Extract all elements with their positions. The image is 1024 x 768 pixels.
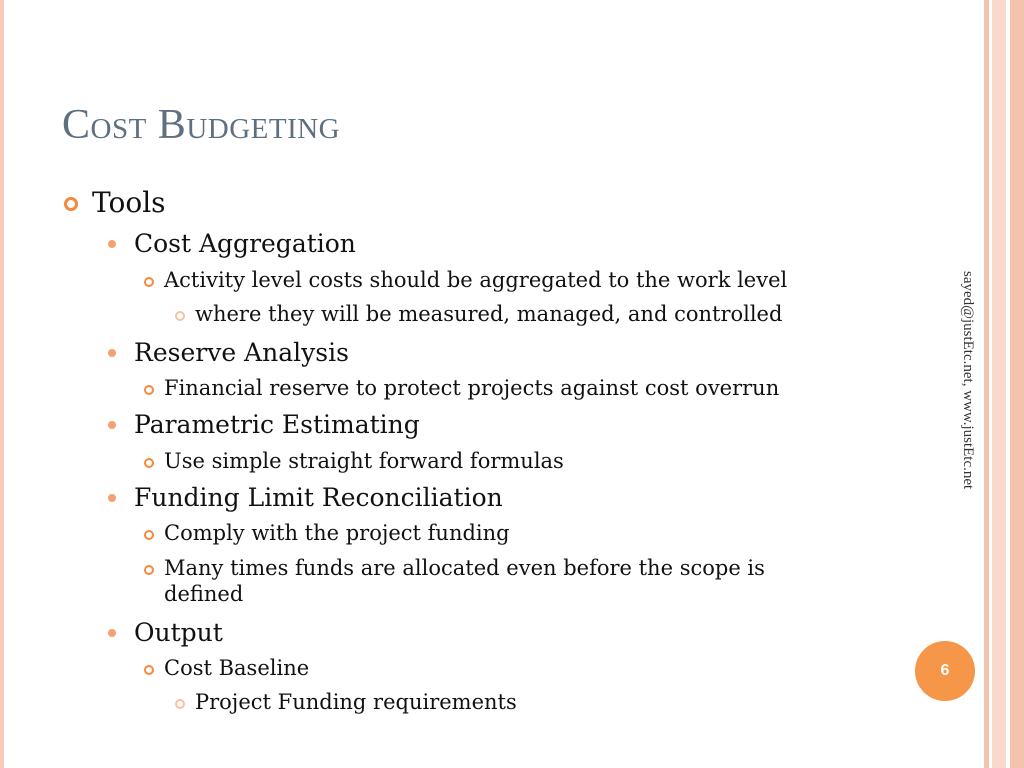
ring-bullet-icon [64, 197, 78, 211]
bullet-text: Project Funding requirements [195, 690, 517, 714]
bullet-text: Parametric Estimating [134, 410, 420, 439]
ring-bullet-icon [144, 530, 154, 540]
dot-bullet-icon [108, 240, 116, 248]
bullet-text: Funding Limit Reconciliation [134, 483, 503, 512]
bullet-text: Cost Baseline [164, 656, 310, 680]
bullet-many-times [144, 556, 765, 580]
ring-bullet-icon [144, 277, 154, 287]
page-number-badge: 6 [915, 641, 975, 701]
dot-bullet-icon [108, 494, 116, 502]
bullet-reserve-analysis [106, 338, 349, 367]
ring-bullet-icon [175, 699, 185, 709]
bullet-cost-baseline [144, 656, 309, 680]
bullet-financial-reserve [144, 376, 779, 400]
bullet-text: Many times funds are allocated even before the scope is [164, 556, 765, 580]
bullet-parametric [106, 410, 420, 439]
ring-bullet-icon [144, 565, 154, 575]
ring-bullet-icon [175, 311, 185, 321]
bullet-text: Use simple straight forward formulas [164, 449, 564, 473]
bullet-tools [62, 186, 166, 219]
bullet-text: where they will be measured, managed, and controlled [195, 302, 783, 326]
bullet-text: Output [134, 618, 223, 647]
bullet-simple-formulas [144, 449, 564, 473]
decorative-stripe [1010, 0, 1024, 768]
bullet-text: defined [164, 582, 244, 606]
bullet-activity-level [144, 268, 787, 292]
dot-bullet-icon [108, 349, 116, 357]
bullet-text: Cost Aggregation [134, 229, 356, 258]
bullet-text: Financial reserve to protect projects against cost overrun [164, 376, 780, 400]
bullet-text: Reserve Analysis [134, 338, 349, 367]
bullet-text: Tools [92, 186, 166, 219]
bullet-many-times-continued [164, 582, 243, 606]
bullet-text: Comply with the project funding [164, 521, 510, 545]
left-border [0, 0, 4, 768]
dot-bullet-icon [108, 421, 116, 429]
bullet-comply-funding [144, 521, 510, 545]
slide-title: Cost Budgeting [62, 102, 341, 148]
bullet-cost-aggregation [106, 229, 356, 258]
bullet-text: Activity level costs should be aggregated to the work level [164, 268, 788, 292]
author-contact-text: sayed@justEtc.net, www.justEtc.net [960, 271, 976, 490]
ring-bullet-icon [144, 385, 154, 395]
bullet-funding-limit [106, 483, 503, 512]
bullet-where-measured [175, 302, 782, 326]
bullet-project-funding [175, 690, 517, 714]
decorative-stripe [992, 0, 1006, 768]
bullet-output [106, 618, 223, 647]
dot-bullet-icon [108, 629, 116, 637]
ring-bullet-icon [144, 458, 154, 468]
ring-bullet-icon [144, 665, 154, 675]
